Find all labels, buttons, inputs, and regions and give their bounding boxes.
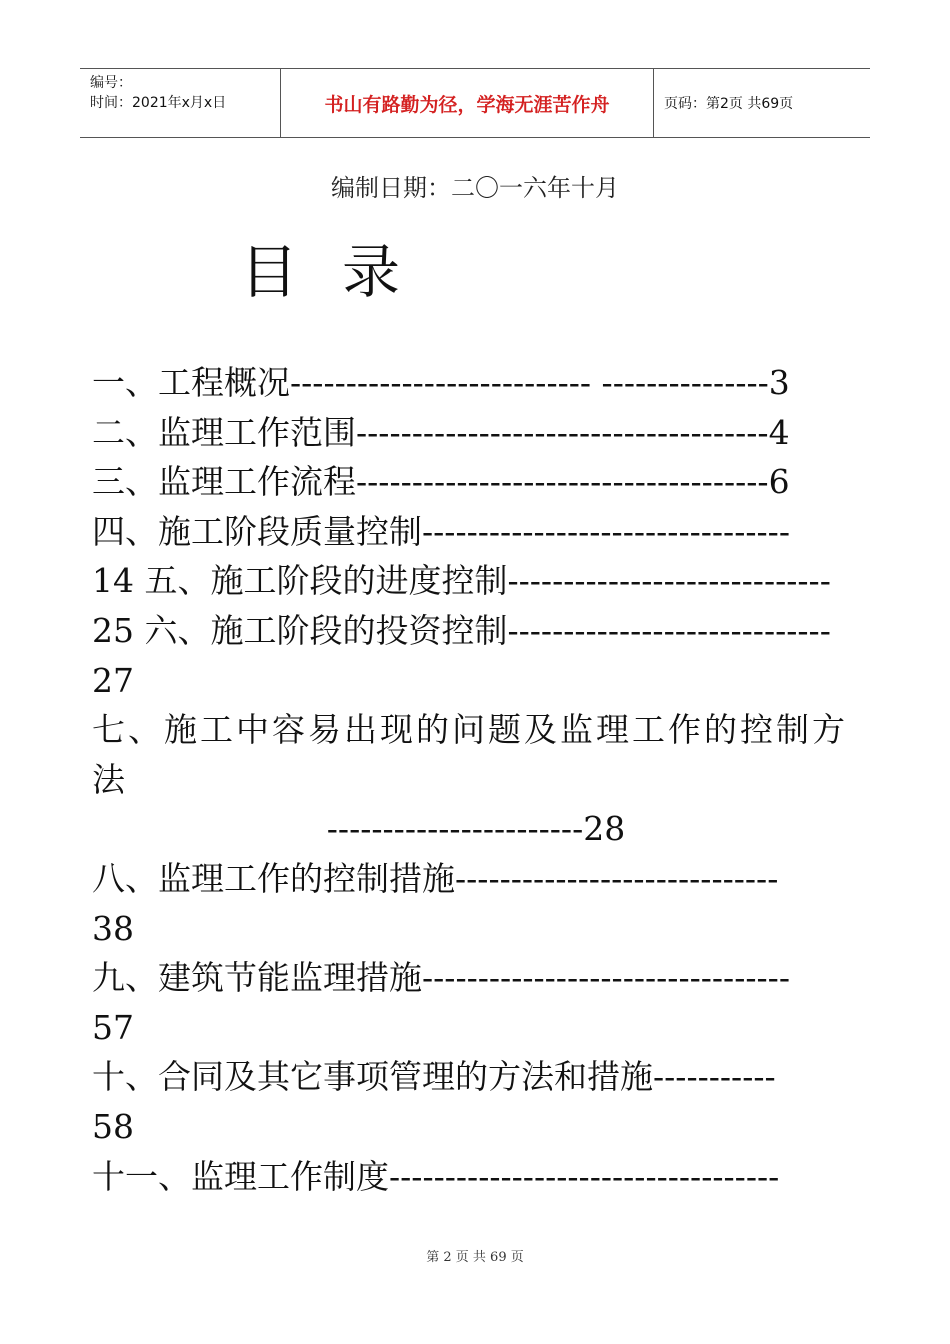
toc-line: 十、合同及其它事项管理的方法和措施-----------	[92, 1057, 776, 1097]
page-header	[80, 68, 870, 138]
compile-date: 编制日期：二〇一六年十月	[331, 174, 619, 202]
toc-line: 七、施工中容易出现的问题及监理工作的控制方	[92, 710, 848, 750]
toc-line: 38	[92, 908, 134, 948]
header-page-info: 页码：第2页 共69页	[664, 96, 794, 112]
toc-line: 二、监理工作范围-------------------------------------4	[92, 412, 790, 452]
toc-line: 一、工程概况--------------------------- ---------------3	[92, 363, 790, 402]
document-number-label: 编号：	[90, 75, 132, 91]
toc-line: 27	[92, 660, 134, 700]
toc-line: 三、监理工作流程-------------------------------------6	[92, 462, 790, 502]
document-time-label: 时间：2021年x月x日	[90, 95, 227, 111]
header-motto: 书山有路勤为径，学海无涯苦作舟	[280, 69, 654, 137]
toc-line: -----------------------28	[326, 809, 626, 849]
header-meta	[80, 69, 280, 137]
toc-title: 目录	[240, 238, 445, 306]
toc-line: 四、施工阶段质量控制---------------------------------	[92, 511, 790, 551]
toc-line: 九、建筑节能监理措施---------------------------------	[92, 958, 790, 998]
toc-line: 八、监理工作的控制措施-----------------------------	[92, 858, 779, 898]
page-footer: 第 2 页 共 69 页	[426, 1250, 524, 1265]
toc-line: 57	[92, 1007, 134, 1047]
toc-line: 58	[92, 1106, 134, 1146]
table-of-contents	[92, 358, 860, 1201]
toc-line: 十一、监理工作制度-----------------------------------	[92, 1156, 780, 1196]
toc-line: 法	[92, 759, 125, 799]
toc-line: 14 五、施工阶段的进度控制-----------------------------	[92, 561, 831, 601]
toc-line: 25 六、施工阶段的投资控制-----------------------------	[92, 610, 831, 650]
